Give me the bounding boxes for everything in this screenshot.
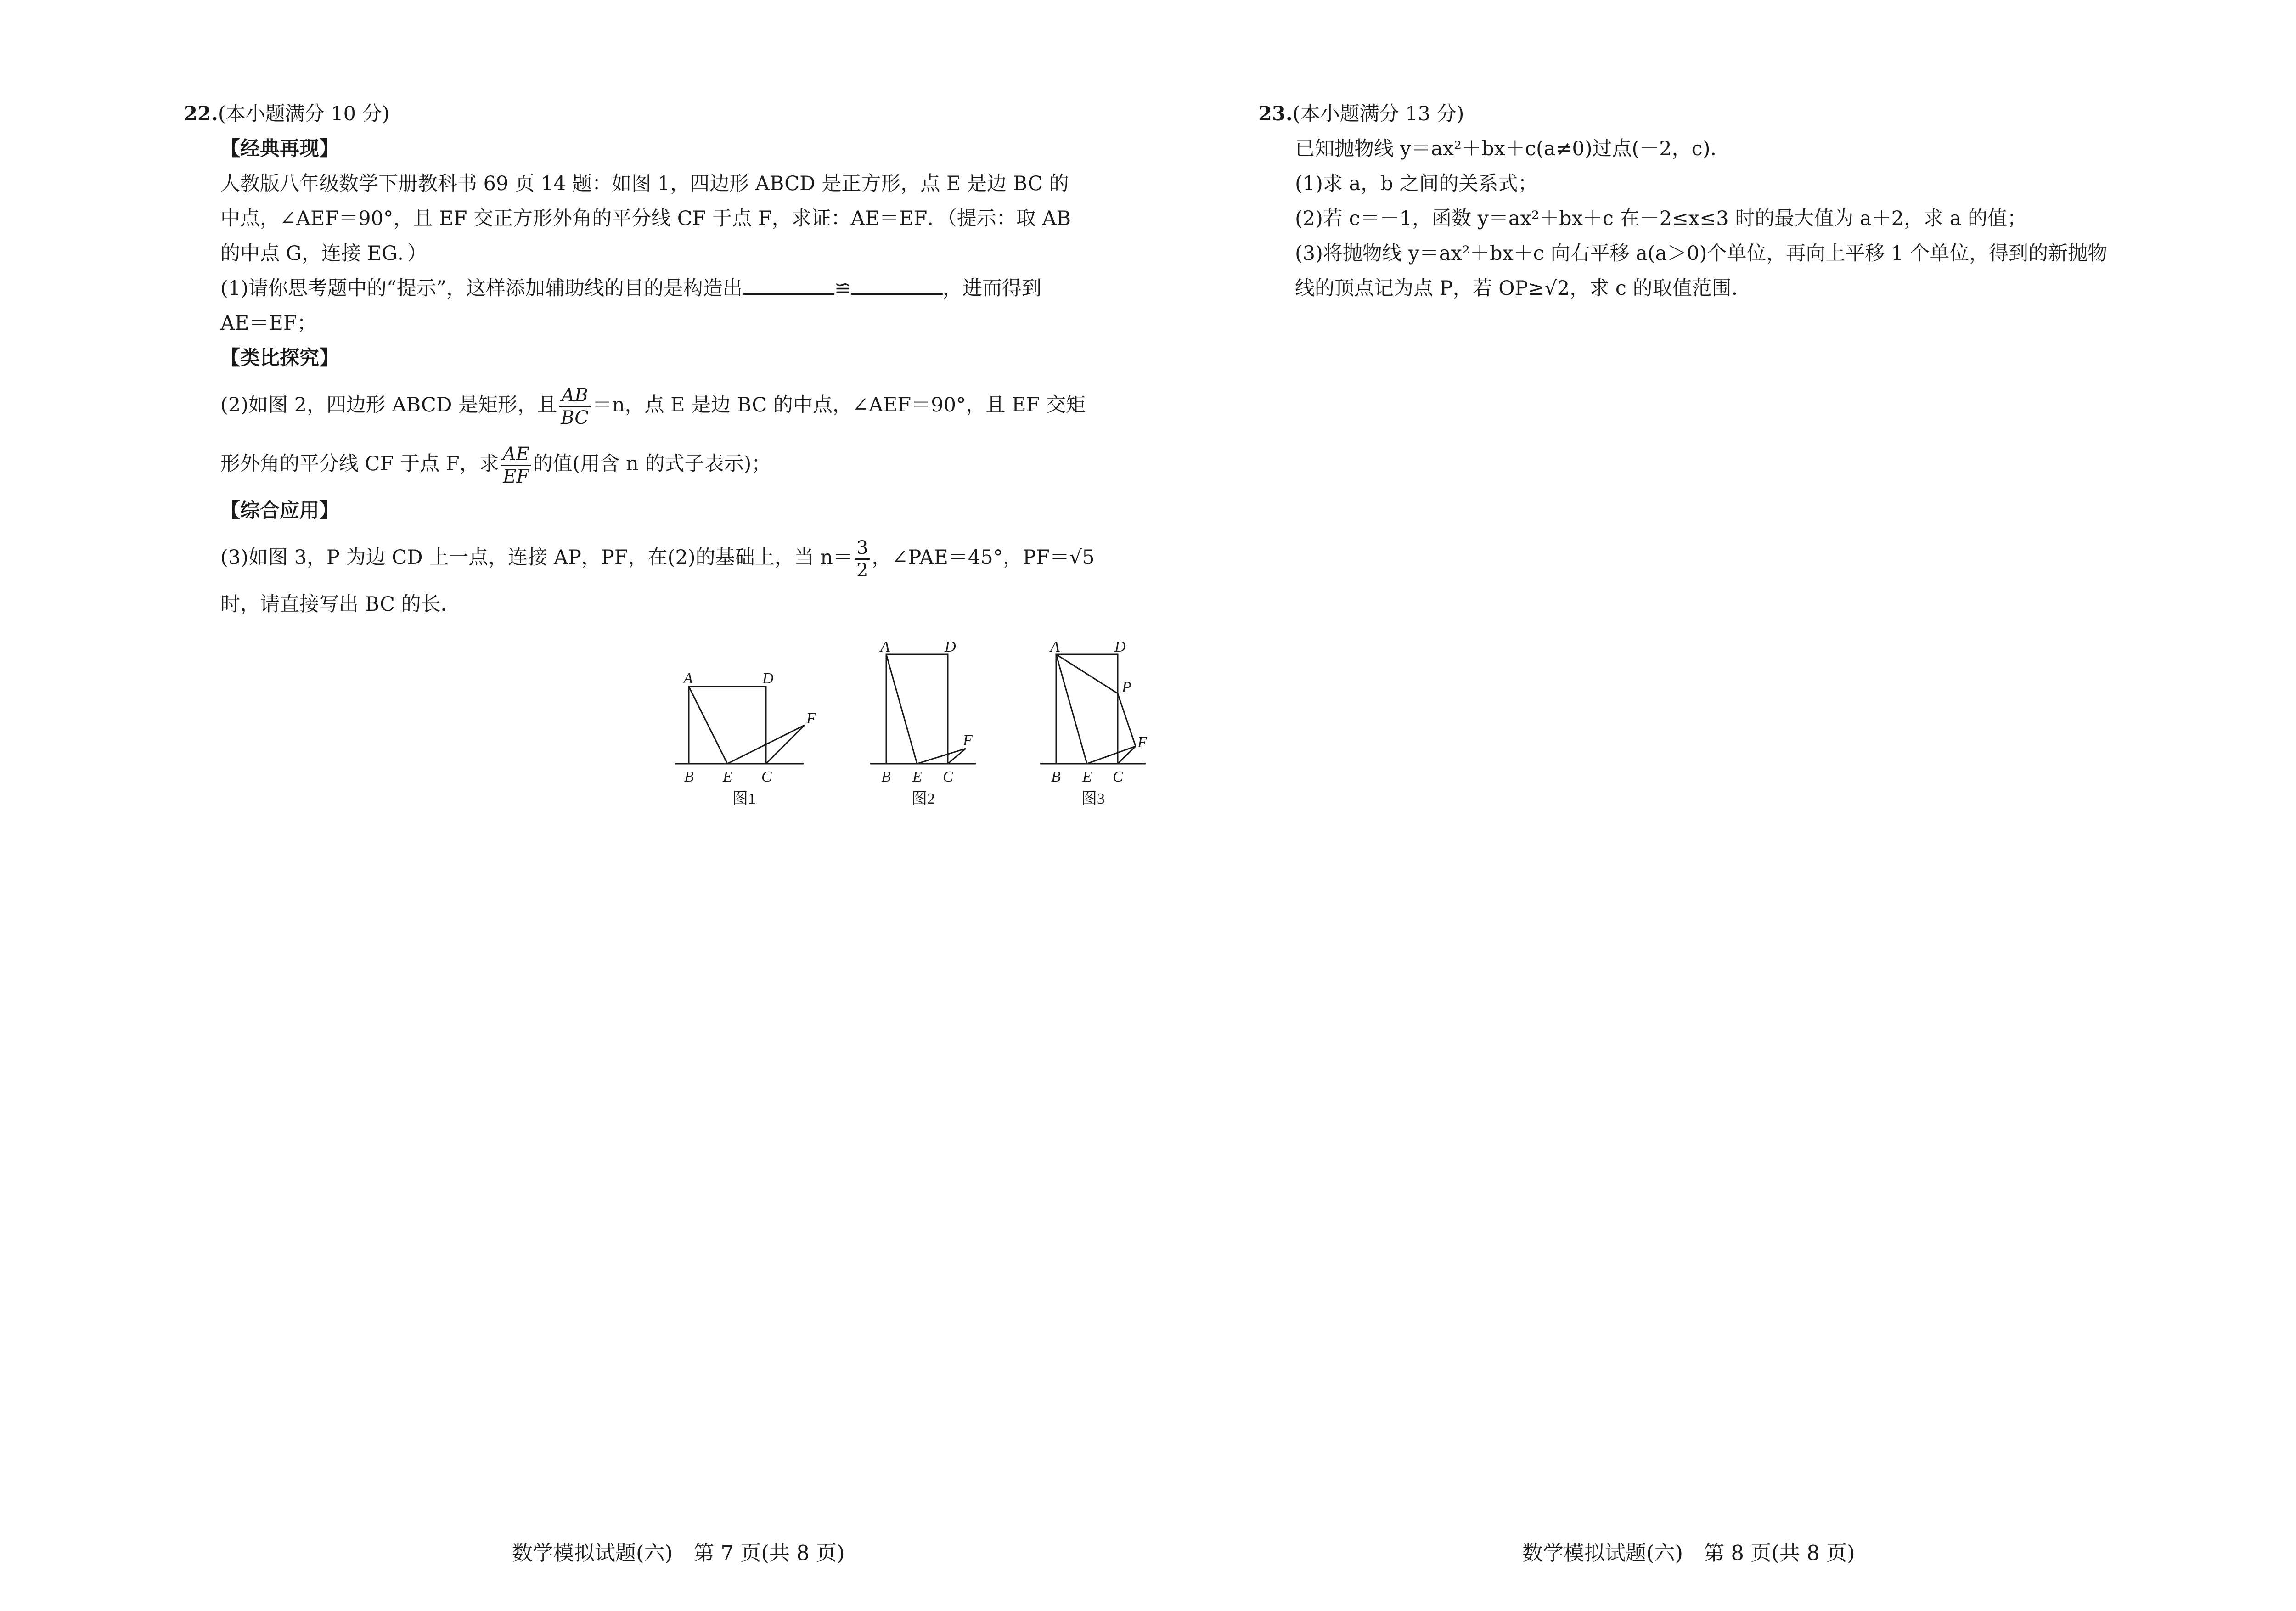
fraction-three-halves bbox=[855, 537, 870, 581]
fraction-numerator: AB bbox=[559, 385, 591, 407]
label-a: A bbox=[683, 670, 693, 687]
question-score: (本小题满分 10 分) bbox=[218, 102, 390, 125]
answer-blank[interactable] bbox=[743, 275, 834, 295]
fraction-ab-bc bbox=[559, 385, 591, 428]
question-23 bbox=[1258, 96, 2268, 306]
label-f: F bbox=[963, 732, 973, 749]
part-2-text-b: ＝n，点 E 是边 BC 的中点，∠AEF＝90°，且 EF 交矩 bbox=[592, 394, 1086, 417]
question-line: 的中点 G，连接 EG．） bbox=[220, 242, 427, 265]
question-line: 人教版八年级数学下册教科书 69 页 14 题：如图 1，四边形 ABCD 是正方形，点 E 是边 BC 的 bbox=[220, 172, 1069, 195]
question-23-header bbox=[1258, 96, 2268, 131]
part-2-text: (2)如图 2，四边形 ABCD 是矩形，且 bbox=[220, 394, 557, 417]
fraction-ae-ef bbox=[501, 444, 531, 487]
answer-blank[interactable] bbox=[851, 275, 943, 295]
fraction-denominator: BC bbox=[561, 407, 589, 428]
question-line: (2)若 c＝－1，函数 y＝ax²＋bx＋c 在－2≤x≤3 时的最大值为 a＋2，求 a 的值； bbox=[1295, 207, 2027, 230]
rectangle-abcd bbox=[1056, 654, 1118, 764]
right-page bbox=[1171, 0, 2296, 1611]
question-22 bbox=[184, 96, 1157, 622]
fraction-denominator: EF bbox=[503, 466, 529, 487]
label-b: B bbox=[881, 768, 891, 785]
label-d: D bbox=[945, 641, 956, 655]
label-b: B bbox=[1051, 768, 1061, 785]
part-1-text-end: ，进而得到 bbox=[942, 277, 1041, 300]
segment-ef bbox=[917, 749, 966, 764]
square-abcd bbox=[689, 687, 766, 764]
section-title-classic: 【经典再现】 bbox=[220, 137, 339, 160]
segment-pf bbox=[1118, 693, 1136, 746]
question-line: 中点，∠AEF＝90°，且 EF 交正方形外角的平分线 CF 于点 F，求证：AE＝EF．（提示：取 AB bbox=[220, 207, 1071, 230]
label-e: E bbox=[1082, 768, 1092, 785]
segment-ef bbox=[1087, 746, 1136, 764]
question-line: 已知抛物线 y＝ax²＋bx＋c(a≠0)过点(－2，c)． bbox=[1295, 137, 1730, 160]
part-3-line-2: 时，请直接写出 BC 的长． bbox=[220, 593, 461, 616]
question-line: (1)求 a，b 之间的关系式； bbox=[1295, 172, 1538, 195]
label-c: C bbox=[761, 768, 772, 785]
part-2-line bbox=[184, 376, 1157, 434]
congruence-symbol: ≌ bbox=[834, 277, 851, 300]
figure-3 bbox=[1040, 641, 1178, 813]
label-d: D bbox=[762, 670, 774, 687]
fraction-denominator: 2 bbox=[856, 559, 868, 581]
part-2-text-d: 的值(用含 n 的式子表示)； bbox=[533, 452, 771, 475]
section-title-analogy: 【类比探究】 bbox=[220, 347, 339, 370]
page-footer: 数学模拟试题(六) 第 7 页(共 8 页) bbox=[512, 1541, 845, 1565]
label-f: F bbox=[1137, 734, 1147, 751]
part-3-text-b: ，∠PAE＝45°，PF＝√5 bbox=[872, 546, 1095, 569]
label-a: A bbox=[1050, 641, 1060, 655]
segment-ae bbox=[886, 654, 917, 764]
figure-2 bbox=[870, 641, 1008, 813]
label-b: B bbox=[684, 768, 694, 785]
label-e: E bbox=[723, 768, 732, 785]
part-3-line bbox=[184, 528, 1157, 587]
question-number: 23. bbox=[1258, 102, 1293, 125]
part-1-conclusion: AE＝EF； bbox=[220, 312, 317, 335]
fraction-numerator: AE bbox=[501, 444, 531, 466]
question-line: 线的顶点记为点 P，若 OP≥√2，求 c 的取值范围． bbox=[1295, 277, 1751, 300]
section-title-application: 【综合应用】 bbox=[220, 499, 339, 522]
part-1-line bbox=[184, 271, 1157, 306]
label-p: P bbox=[1122, 679, 1131, 696]
question-line: (3)将抛物线 y＝ax²＋bx＋c 向右平移 a(a＞0)个单位，再向上平移 1 个单位，得到的新抛物 bbox=[1295, 242, 2108, 265]
figure-1 bbox=[675, 661, 822, 813]
figure-caption: 图1 bbox=[732, 790, 756, 807]
segment-ae bbox=[689, 687, 727, 764]
label-d: D bbox=[1114, 641, 1126, 655]
page-footer: 数学模拟试题(六) 第 8 页(共 8 页) bbox=[1522, 1541, 1855, 1565]
part-3-text: (3)如图 3，P 为边 CD 上一点，连接 AP，PF，在(2)的基础上，当 n＝ bbox=[220, 546, 853, 569]
question-score: (本小题满分 13 分) bbox=[1292, 102, 1464, 125]
segment-cf bbox=[766, 725, 805, 764]
label-c: C bbox=[1113, 768, 1123, 785]
fraction-numerator: 3 bbox=[855, 537, 870, 560]
label-a: A bbox=[880, 641, 890, 655]
part-2-text-c: 形外角的平分线 CF 于点 F，求 bbox=[220, 452, 499, 475]
label-f: F bbox=[806, 710, 816, 727]
part-2-line-2 bbox=[184, 434, 1157, 493]
question-number: 22. bbox=[184, 102, 218, 125]
label-e: E bbox=[912, 768, 922, 785]
figure-caption: 图2 bbox=[912, 790, 935, 807]
label-c: C bbox=[943, 768, 953, 785]
rectangle-abcd bbox=[886, 654, 948, 764]
figure-caption: 图3 bbox=[1081, 790, 1105, 807]
part-1-text: (1)请你思考题中的“提示”，这样添加辅助线的目的是构造出 bbox=[220, 277, 743, 300]
question-22-header bbox=[184, 96, 1157, 131]
